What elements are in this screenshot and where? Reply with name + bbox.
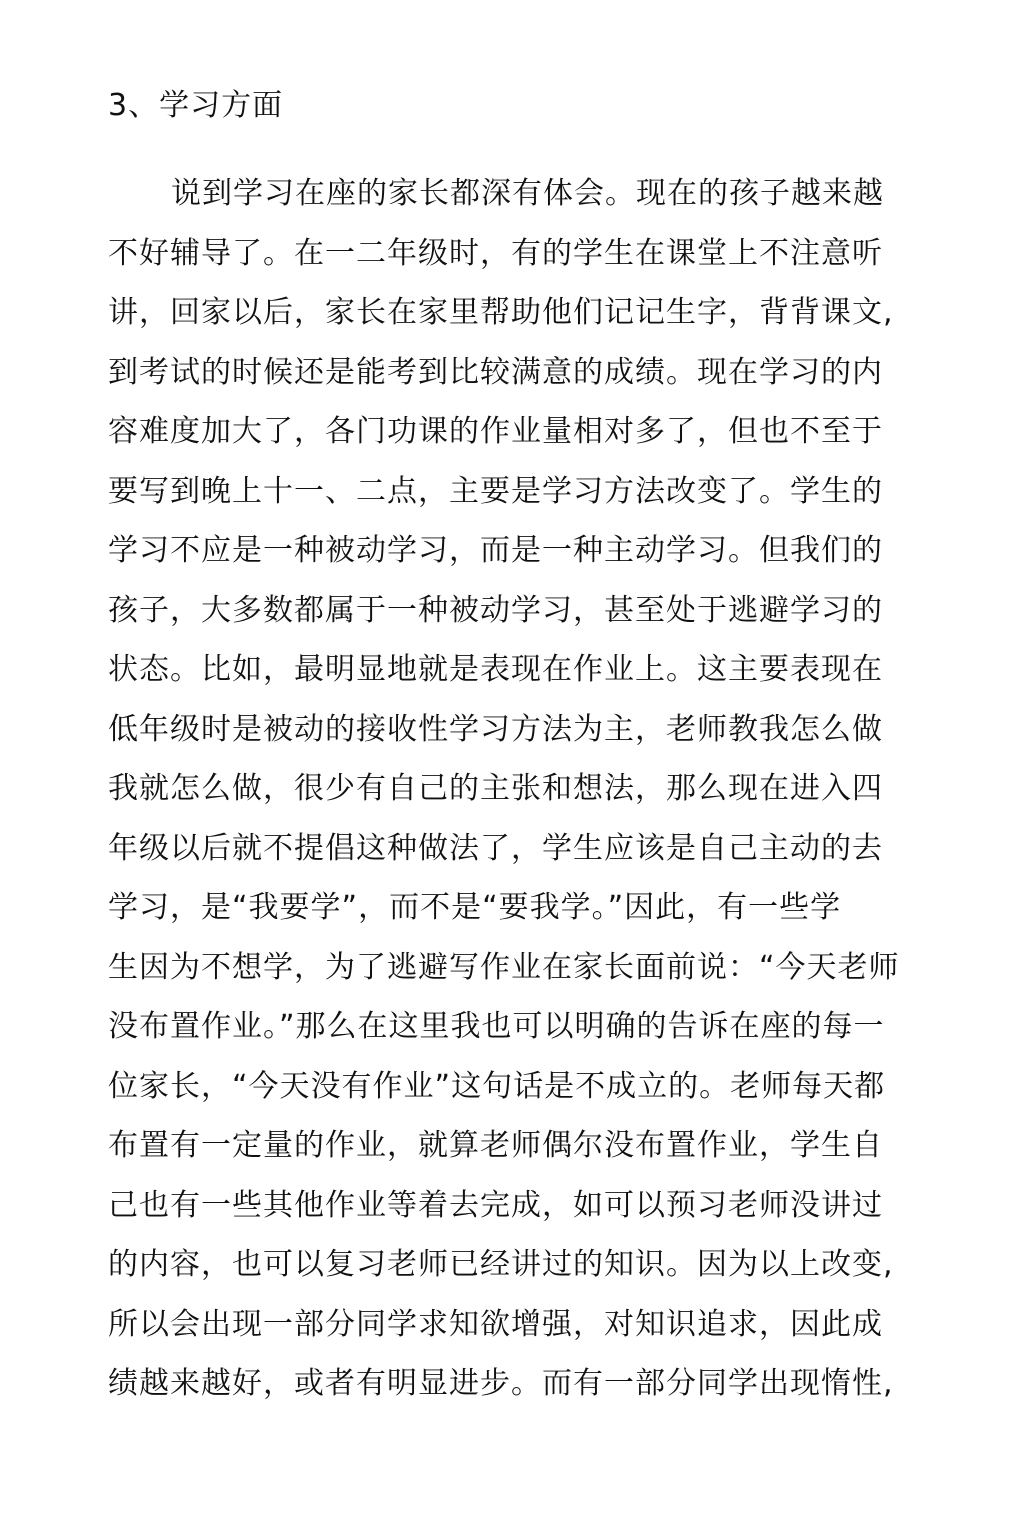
paragraph-line: 说到学习在座的家长都深有体会。现在的孩子越来越 <box>171 176 884 211</box>
paragraph-line: 所以会出现一部分同学求知欲增强，对知识追求，因此成 <box>108 1306 883 1342</box>
paragraph-line: 状态。比如，最明显地就是表现在作业上。这主要表现在 <box>108 652 883 687</box>
paragraph-line: 容难度加大了，各门功课的作业量相对多了，但也不至于 <box>108 414 883 449</box>
paragraph-line: 生因为不想学，为了逃避写作业在家长面前说：“今天老师 <box>108 949 900 985</box>
paragraph-line: 布置有一定量的作业，就算老师偶尔没布置作业，学生自 <box>108 1128 883 1163</box>
paragraph-line: 我就怎么做，很少有自己的主张和想法，那么现在进入四 <box>108 771 883 806</box>
paragraph-line: 己也有一些其他作业等着去完成，如可以预习老师没讲过 <box>108 1187 883 1223</box>
paragraph-line: 到考试的时候还是能考到比较满意的成绩。现在学习的内 <box>108 354 883 390</box>
section-heading: 3、学习方面 <box>108 88 284 123</box>
paragraph-line: 年级以后就不提倡这种做法了，学生应该是自己主动的去 <box>108 830 883 866</box>
paragraph-line: 学习，是“我要学”，而不是“要我学。”因此，有一些学 <box>108 890 842 925</box>
paragraph-line: 没布置作业。”那么在这里我也可以明确的告诉在座的每一 <box>108 1009 885 1044</box>
body-paragraph <box>108 164 928 1414</box>
paragraph-line: 的内容，也可以复习老师已经讲过的知识。因为以上改变, <box>108 1247 894 1282</box>
paragraph-line: 低年级时是被动的接收性学习方法为主，老师教我怎么做 <box>108 711 883 747</box>
paragraph-line: 孩子，大多数都属于一种被动学习，甚至处于逃避学习的 <box>108 592 883 628</box>
paragraph-line: 绩越来越好，或者有明显进步。而有一部分同学出现惰性, <box>108 1366 894 1401</box>
paragraph-line: 要写到晚上十一、二点，主要是学习方法改变了。学生的 <box>108 473 883 509</box>
paragraph-line: 学习不应是一种被动学习，而是一种主动学习。但我们的 <box>108 533 883 568</box>
paragraph-line: 不好辅导了。在一二年级时，有的学生在课堂上不注意听 <box>108 235 883 271</box>
paragraph-line: 位家长，“今天没有作业”这句话是不成立的。老师每天都 <box>108 1068 886 1104</box>
paragraph-line: 讲，回家以后，家长在家里帮助他们记记生字，背背课文, <box>108 295 894 330</box>
